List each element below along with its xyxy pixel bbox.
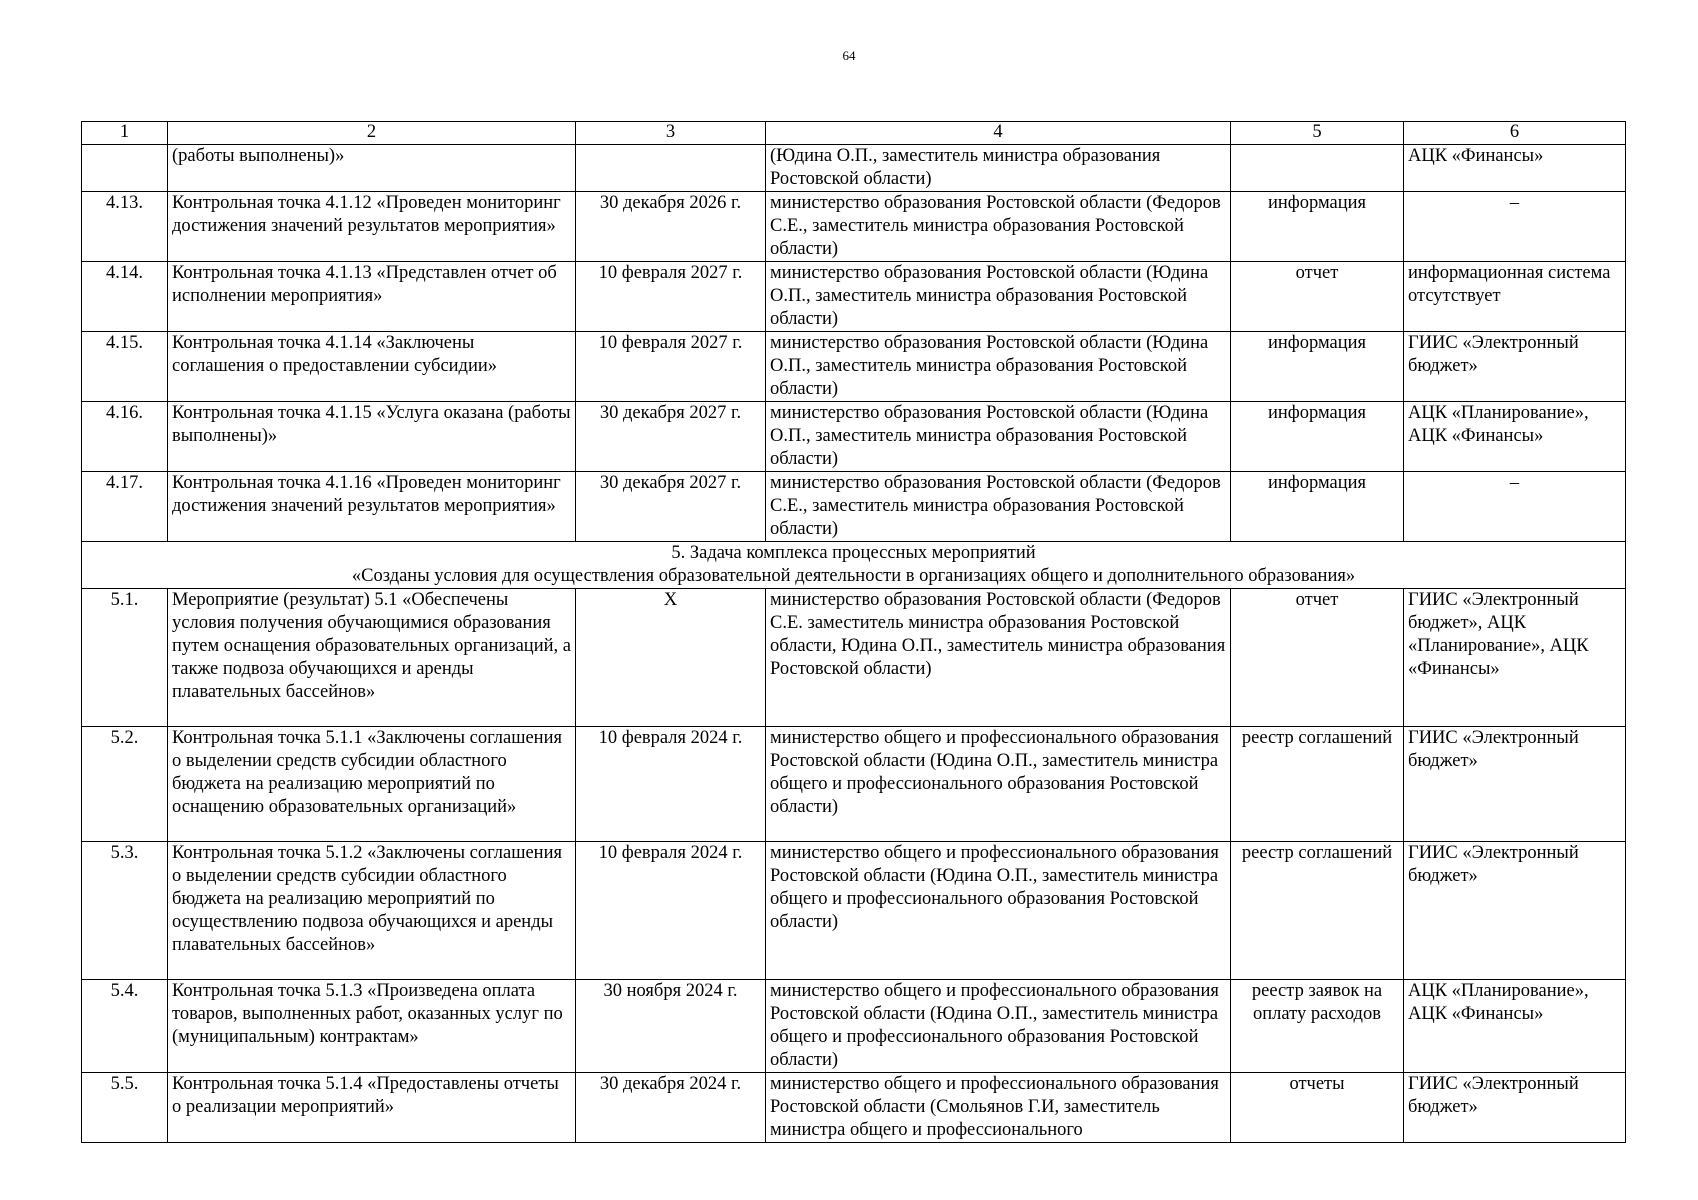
measure-name: Контрольная точка 4.1.14 «Заключены соглашения о предоставлении субсидии» [168, 332, 576, 402]
confirming-document: отчет [1231, 262, 1404, 332]
deadline-date: 10 февраля 2024 г. [576, 842, 766, 980]
deadline-date: 30 декабря 2027 г. [576, 402, 766, 472]
responsible-executor: министерство образования Ростовской области (Юдина О.П., заместитель министра образования Ростовской области) [766, 402, 1231, 472]
confirming-document: реестр соглашений [1231, 727, 1404, 842]
confirming-document: отчет [1231, 589, 1404, 727]
table-row [82, 262, 1626, 332]
measure-name: Контрольная точка 5.1.1 «Заключены соглашения о выделении средств субсидии областного бюджета на реализацию мероприятий по оснащению образовательных организаций» [168, 727, 576, 842]
responsible-executor: министерство общего и профессионального образования Ростовской области (Юдина О.П., заместитель министра общего и профессионального образования Ростовской области) [766, 980, 1231, 1073]
information-system: ГИИС «Электронный бюджет» [1404, 727, 1626, 842]
deadline-date: 30 декабря 2027 г. [576, 472, 766, 542]
measure-name: Контрольная точка 5.1.3 «Произведена оплата товаров, выполненных работ, оказанных услуг по (муниципальным) контрактам» [168, 980, 576, 1073]
responsible-executor: министерство общего и профессионального образования Ростовской области (Юдина О.П., заместитель министра общего и профессионального образования Ростовской области) [766, 842, 1231, 980]
responsible-executor: министерство образования Ростовской области (Юдина О.П., заместитель министра образования Ростовской области) [766, 262, 1231, 332]
responsible-executor: министерство образования Ростовской области (Юдина О.П., заместитель министра образования Ростовской области) [766, 332, 1231, 402]
row-number [82, 145, 168, 192]
information-system: информационная система отсутствует [1404, 262, 1626, 332]
confirming-document: информация [1231, 472, 1404, 542]
table-row [82, 332, 1626, 402]
row-number: 4.13. [82, 192, 168, 262]
deadline-date: 10 февраля 2027 г. [576, 262, 766, 332]
row-number: 4.15. [82, 332, 168, 402]
confirming-document: информация [1231, 332, 1404, 402]
column-number: 4 [766, 122, 1231, 145]
information-system: АЦК «Планирование», АЦК «Финансы» [1404, 402, 1626, 472]
deadline-date: 30 декабря 2024 г. [576, 1073, 766, 1143]
measure-name: Контрольная точка 4.1.16 «Проведен мониторинг достижения значений результатов мероприятия» [168, 472, 576, 542]
confirming-document [1231, 145, 1404, 192]
section-title-line: 5. Задача комплекса процессных мероприятий [671, 543, 1036, 563]
table-row [82, 145, 1626, 192]
deadline-date: 10 февраля 2027 г. [576, 332, 766, 402]
confirming-document: отчеты [1231, 1073, 1404, 1143]
table-row [82, 192, 1626, 262]
deadline-date: 10 февраля 2024 г. [576, 727, 766, 842]
row-number: 5.1. [82, 589, 168, 727]
row-number: 4.16. [82, 402, 168, 472]
table-row [82, 589, 1626, 727]
section-row [82, 542, 1626, 589]
plan-table [81, 121, 1626, 1143]
section-title-line: «Созданы условия для осуществления образовательной деятельности в организациях общего и дополнительного образования» [351, 566, 1356, 586]
information-system: – [1404, 192, 1626, 262]
row-number: 5.4. [82, 980, 168, 1073]
responsible-executor: министерство общего и профессионального образования Ростовской области (Юдина О.П., заместитель министра общего и профессионального образования Ростовской области) [766, 727, 1231, 842]
responsible-executor: министерство образования Ростовской области (Федоров С.Е., заместитель министра образования Ростовской области) [766, 472, 1231, 542]
deadline-date: 30 ноября 2024 г. [576, 980, 766, 1073]
measure-name: Контрольная точка 5.1.2 «Заключены соглашения о выделении средств субсидии областного бюджета на реализацию мероприятий по осуществлению подвоза обучающихся и аренды плавательных бассейнов» [168, 842, 576, 980]
row-number: 5.3. [82, 842, 168, 980]
column-number: 1 [82, 122, 168, 145]
section-title [82, 542, 1626, 589]
confirming-document: информация [1231, 402, 1404, 472]
table-row [82, 402, 1626, 472]
table-row [82, 727, 1626, 842]
responsible-executor: министерство образования Ростовской области (Федоров С.Е., заместитель министра образования Ростовской области) [766, 192, 1231, 262]
measure-name: Контрольная точка 5.1.4 «Предоставлены отчеты о реализации мероприятий» [168, 1073, 576, 1143]
measure-name: Мероприятие (результат) 5.1 «Обеспечены условия получения обучающимися образования путем оснащения образовательных организаций, а также подвоза обучающихся и аренды плавательных бассейнов» [168, 589, 576, 727]
measure-name: Контрольная точка 4.1.13 «Представлен отчет об исполнении мероприятия» [168, 262, 576, 332]
row-number: 5.2. [82, 727, 168, 842]
column-number: 6 [1404, 122, 1626, 145]
information-system: ГИИС «Электронный бюджет» [1404, 332, 1626, 402]
confirming-document: информация [1231, 192, 1404, 262]
measure-name: Контрольная точка 4.1.12 «Проведен мониторинг достижения значений результатов мероприятия» [168, 192, 576, 262]
measure-name: (работы выполнены)» [168, 145, 576, 192]
information-system: АЦК «Финансы» [1404, 145, 1626, 192]
deadline-date [576, 145, 766, 192]
information-system: ГИИС «Электронный бюджет», АЦК «Планирование», АЦК «Финансы» [1404, 589, 1626, 727]
column-number: 3 [576, 122, 766, 145]
deadline-date: Х [576, 589, 766, 727]
responsible-executor: министерство общего и профессионального образования Ростовской области (Смольянов Г.И, заместитель министра общего и профессионального [766, 1073, 1231, 1143]
table-row [82, 1073, 1626, 1143]
responsible-executor: (Юдина О.П., заместитель министра образования Ростовской области) [766, 145, 1231, 192]
confirming-document: реестр соглашений [1231, 842, 1404, 980]
row-number: 4.17. [82, 472, 168, 542]
row-number: 5.5. [82, 1073, 168, 1143]
column-number-row [82, 122, 1626, 145]
column-number: 2 [168, 122, 576, 145]
information-system: ГИИС «Электронный бюджет» [1404, 1073, 1626, 1143]
confirming-document: реестр заявок на оплату расходов [1231, 980, 1404, 1073]
deadline-date: 30 декабря 2026 г. [576, 192, 766, 262]
responsible-executor: министерство образования Ростовской области (Федоров С.Е. заместитель министра образования Ростовской области, Юдина О.П., заместитель министра образования Ростовской области) [766, 589, 1231, 727]
measure-name: Контрольная точка 4.1.15 «Услуга оказана (работы выполнены)» [168, 402, 576, 472]
information-system: ГИИС «Электронный бюджет» [1404, 842, 1626, 980]
table-row [82, 980, 1626, 1073]
page-number: 64 [842, 48, 856, 63]
column-number: 5 [1231, 122, 1404, 145]
row-number: 4.14. [82, 262, 168, 332]
table-row [82, 472, 1626, 542]
table-row [82, 842, 1626, 980]
information-system: – [1404, 472, 1626, 542]
information-system: АЦК «Планирование», АЦК «Финансы» [1404, 980, 1626, 1073]
